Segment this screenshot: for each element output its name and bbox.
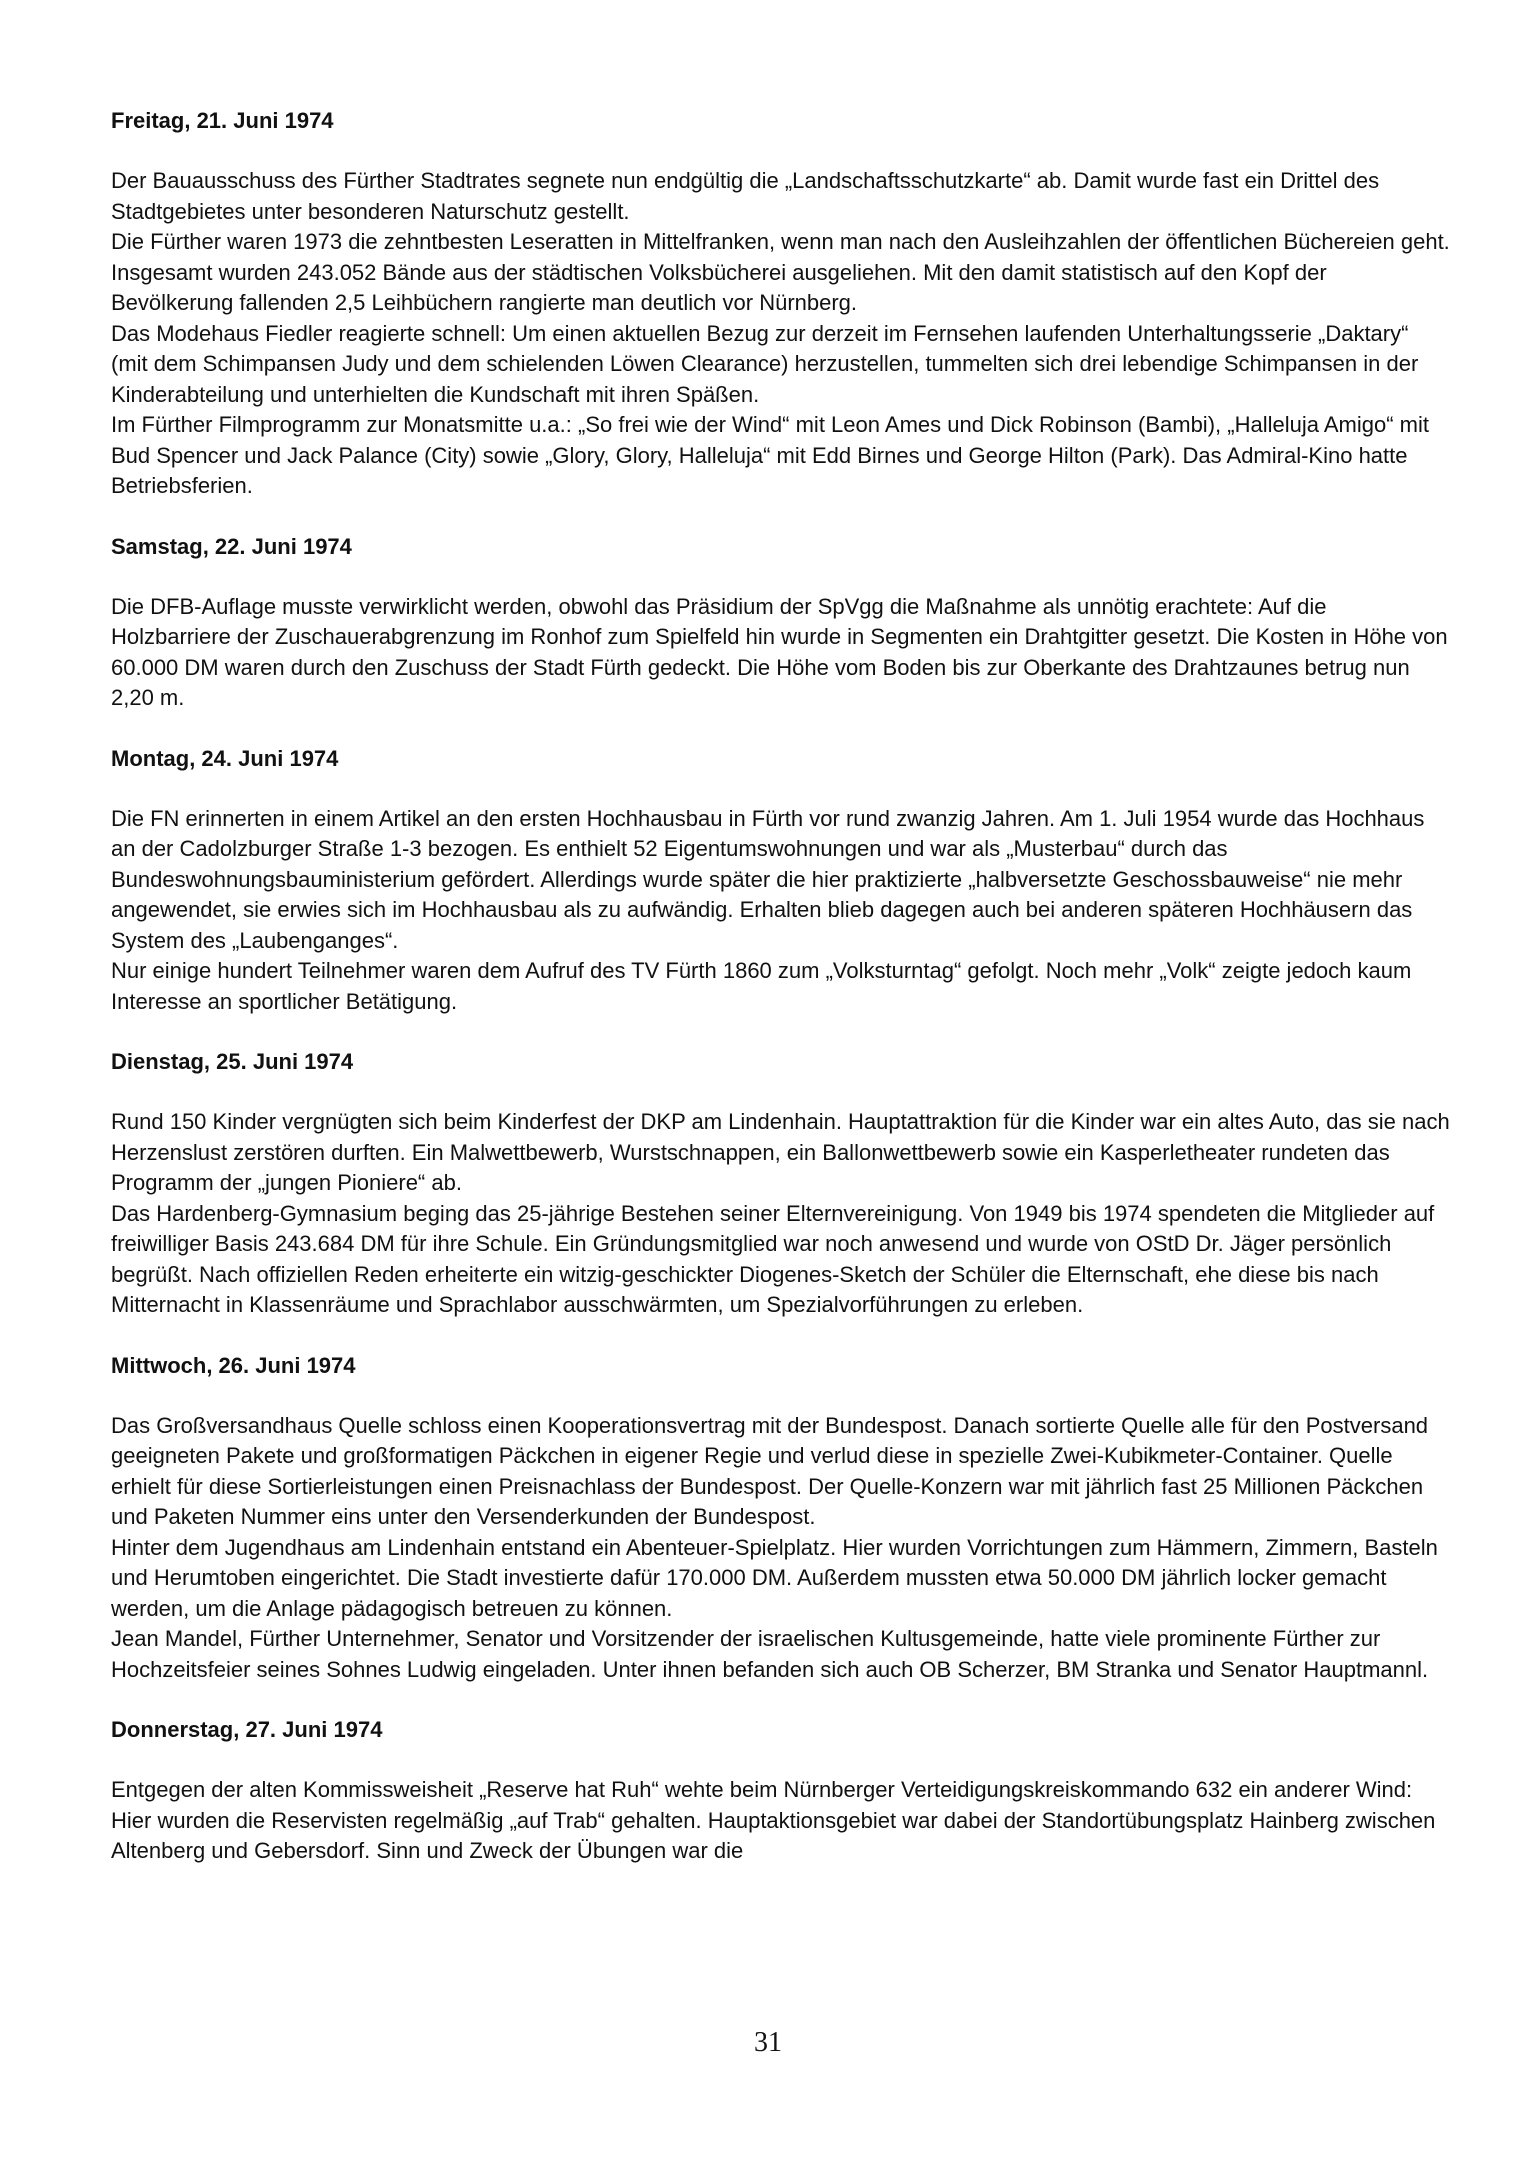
entry-paragraph: Das Modehaus Fiedler reagierte schnell: Um einen aktuellen Bezug zur derzeit im Fernsehen laufenden Unterhaltungsserie „Daktary“ (mit dem Schimpansen Judy und dem schielenden Löwen Clearance) herzustellen, tummelten sich drei lebendige Schimpansen in der Kinderabteilung und unterhielten die Kundschaft mit ihren Späßen. [111,320,1419,407]
entry-paragraph: Im Fürther Filmprogramm zur Monatsmitte u.a.: „So frei wie der Wind“ mit Leon Ames und Dick Robinson (Bambi), „Halleluja Amigo“ mit Bud Spencer und Jack Palance (City) sowie „Glory, Glory, Halleluja“ mit Edd Birnes und George Hilton (Park). Das Admiral-Kino hatte Betriebsferien. [111,412,1429,498]
entry-heading: Freitag, 21. Juni 1974 [111,108,334,133]
entry-paragraph: Entgegen der alten Kommissweisheit „Reserve hat Ruh“ wehte beim Nürnberger Verteidigungskreiskommando 632 ein anderer Wind: Hier wurden die Reservisten regelmäßig „auf Trab“ gehalten. Hauptaktionsgebiet war dabei der Standortübungsplatz Hainberg zwischen Altenberg und Gebersdorf. Sinn und Zweck der Übungen war die [111,1777,1436,1863]
entry-tuesday-25-june [111,1047,1451,1321]
entry-heading: Dienstag, 25. Juni 1974 [111,1049,354,1074]
entry-paragraph: Jean Mandel, Fürther Unternehmer, Senator und Vorsitzender der israelischen Kultusgemeinde, hatte viele prominente Fürther zur Hochzeitsfeier seines Sohnes Ludwig eingeladen. Unter ihnen befanden sich auch OB Scherzer, BM Stranka und Senator Hauptmannl. [111,1626,1429,1682]
entry-paragraph: Hinter dem Jugendhaus am Lindenhain entstand ein Abenteuer-Spielplatz. Hier wurden Vorrichtungen zum Hämmern, Zimmern, Basteln und Herumtoben eingerichtet. Die Stadt investierte dafür 170.000 DM. Außerdem mussten etwa 50.000 DM jährlich locker gemacht werden, um die Anlage pädagogisch betreuen zu können. [111,1534,1438,1621]
entry-paragraph: Das Hardenberg-Gymnasium beging das 25-jährige Bestehen seiner Elternvereinigung. Von 1949 bis 1974 spendeten die Mitglieder auf freiwilliger Basis 243.684 DM für ihre Schule. Ein Gründungsmitglied war noch anwesend und wurde von OStD Dr. Jäger persönlich begrüßt. Nach offiziellen Reden erheiterte ein witzig-geschickter Diogenes-Sketch der Schüler die Elternschaft, ehe diese bis nach Mitternacht in Klassenräume und Sprachlabor ausschwärmten, um Spezialvorführungen zu erleben. [111,1200,1435,1317]
entry-paragraph: Das Großversandhaus Quelle schloss einen Kooperationsvertrag mit der Bundespost. Danach sortierte Quelle alle für den Postversand geeigneten Pakete und großformatigen Päckchen in eigener Regie und verlud diese in spezielle Zwei-Kubikmeter-Container. Quelle erhielt für diese Sortierleistungen einen Preisnachlass der Bundespost. Der Quelle-Konzern war mit jährlich fast 25 Millionen Päckchen und Paketen Nummer eins unter den Versenderkunden der Bundespost. [111,1412,1429,1529]
entry-heading: Donnerstag, 27. Juni 1974 [111,1717,383,1742]
entry-paragraph: Die FN erinnerten in einem Artikel an den ersten Hochhausbau in Fürth vor rund zwanzig Jahren. Am 1. Juli 1954 wurde das Hochhaus an der Cadolzburger Straße 1-3 bezogen. Es enthielt 52 Eigentumswohnungen und war als „Musterbau“ durch das Bundeswohnungsbauministerium gefördert. Allerdings wurde später die hier praktizierte „halbversetzte Geschossbauweise“ nie mehr angewendet, sie erwies sich im Hochhausbau als zu aufwändig. Erhalten blieb dagegen auch bei anderen späteren Hochhäusern das System des „Laubenganges“. [111,805,1425,953]
entry-paragraph: Der Bauausschuss des Fürther Stadtrates segnete nun endgültig die „Landschaftsschutzkarte“ ab. Damit wurde fast ein Drittel des Stadtgebietes unter besonderen Naturschutz gestellt. [111,168,1380,224]
entry-heading: Montag, 24. Juni 1974 [111,745,339,771]
entry-friday-21-june [111,106,1451,502]
entry-paragraph: Rund 150 Kinder vergnügten sich beim Kinderfest der DKP am Lindenhain. Hauptattraktion für die Kinder war ein altes Auto, das sie nach Herzenslust zerstören durften. Ein Malwettbewerb, Wurstschnappen, ein Ballonwettbewerb sowie ein Kasperletheater rundeten das Programm der „jungen Pioniere“ ab. [111,1109,1450,1195]
document-body [111,106,1451,1897]
entry-heading: Samstag, 22. Juni 1974 [111,533,352,559]
entry-wednesday-26-june [111,1351,1451,1686]
entry-thursday-27-june [111,1715,1451,1867]
entry-paragraph: Die DFB-Auflage musste verwirklicht werden, obwohl das Präsidium der SpVgg die Maßnahme als unnötig erachtete: Auf die Holzbarriere der Zuschauerabgrenzung im Ronhof zum Spielfeld hin wurde in Segmenten ein Drahtgitter gesetzt. Die Kosten in Höhe von 60.000 DM waren durch den Zuschuss der Stadt Fürth gedeckt. Die Höhe vom Boden bis zur Oberkante des Drahtzaunes betrug nun 2,20 m. [111,593,1448,710]
entry-saturday-22-june [111,532,1451,714]
entry-monday-24-june [111,744,1451,1018]
entry-heading: Mittwoch, 26. Juni 1974 [111,1352,356,1378]
entry-paragraph: Nur einige hundert Teilnehmer waren dem Aufruf des TV Fürth 1860 zum „Volksturntag“ gefolgt. Noch mehr „Volk“ zeigte jedoch kaum Interesse an sportlicher Betätigung. [111,958,1412,1014]
entry-paragraph: Die Fürther waren 1973 die zehntbesten Leseratten in Mittelfranken, wenn man nach den Ausleihzahlen der öffentlichen Büchereien geht. Insgesamt wurden 243.052 Bände aus der städtischen Volksbücherei ausgeliehen. Mit den damit statistisch auf den Kopf der Bevölkerung fallenden 2,5 Leihbüchern rangierte man deutlich vor Nürnberg. [111,229,1450,315]
page-number: 31 [754,2027,782,2058]
